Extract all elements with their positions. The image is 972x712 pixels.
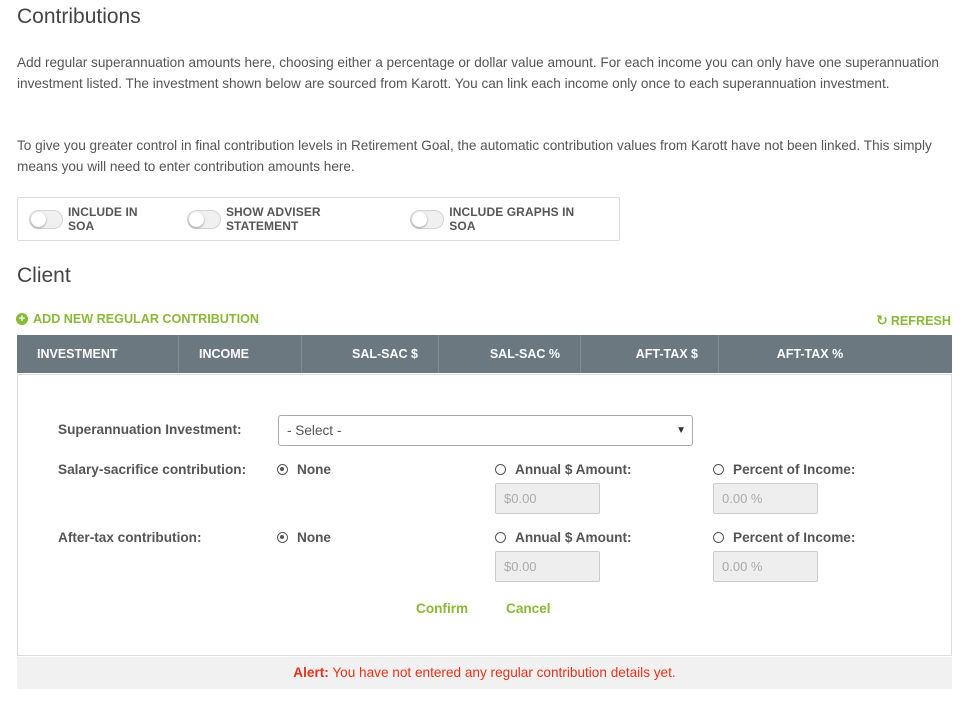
radio-selected-icon (277, 532, 288, 543)
salary-sacrifice-label: Salary-sacrifice contribution: (58, 462, 247, 477)
show-adviser-statement-toggle[interactable] (187, 205, 382, 233)
salsac-annual-amount-input[interactable]: $0.00 (495, 483, 600, 514)
refresh-icon: ↻ (876, 312, 888, 328)
cancel-button[interactable]: Cancel (506, 601, 551, 616)
alert-prefix: Alert: (293, 665, 329, 680)
add-new-regular-contribution-link[interactable] (16, 312, 259, 326)
options-toggle-bar (17, 197, 620, 241)
include-graphs-in-soa-toggle[interactable] (410, 205, 591, 233)
new-contribution-form (17, 374, 952, 656)
radio-label: None (297, 530, 331, 545)
alert-message-bar (17, 657, 952, 689)
toggle-switch[interactable] (410, 210, 444, 229)
salsac-percent-input[interactable]: 0.00 % (713, 483, 818, 514)
contributions-note-text: To give you greater control in final contribution levels in Retirement Goal, the automatic contribution values from Karott have not been linked. This simply means you will need to enter contribution amounts here. (17, 138, 932, 174)
column-header-salsac-percent: SAL-SAC % (439, 335, 581, 373)
after-tax-label: After-tax contribution: (58, 530, 202, 545)
alert-message: You have not entered any regular contribution details yet. (332, 665, 676, 680)
chevron-down-icon: ▼ (676, 425, 686, 436)
client-section-title: Client (17, 264, 71, 287)
radio-empty-icon (713, 532, 724, 543)
toggle-label: INCLUDE GRAPHS IN SOA (449, 205, 575, 233)
salsac-percent-income-radio[interactable] (713, 462, 855, 477)
contributions-title: Contributions (17, 5, 141, 28)
radio-label: None (297, 462, 331, 477)
radio-label: Percent of Income: (733, 462, 856, 477)
contributions-intro-text: Add regular superannuation amounts here, choosing either a percentage or dollar value amount. For each income you can only have one superannuation investment listed. The investment shown below are sourced from Karott. You can link each income only once to each superannuation investment. (17, 55, 939, 91)
column-header-aftertax-dollar: AFT-TAX $ (581, 335, 719, 373)
toggle-label: SHOW ADVISER STATEMENT (225, 205, 321, 233)
column-header-investment: INVESTMENT (17, 335, 179, 373)
investment-select[interactable] (278, 415, 693, 446)
salsac-annual-amount-radio[interactable] (495, 462, 632, 477)
investment-label: Superannuation Investment: (58, 422, 242, 437)
radio-empty-icon (495, 464, 506, 475)
radio-selected-icon (277, 464, 288, 475)
refresh-link[interactable] (876, 312, 951, 329)
include-in-soa-toggle[interactable] (29, 205, 159, 233)
plus-circle-icon: + (16, 313, 28, 325)
column-header-income: INCOME (179, 335, 302, 373)
aftertax-percent-input[interactable]: 0.00 % (713, 551, 818, 582)
toggle-switch[interactable] (29, 210, 63, 229)
radio-empty-icon (495, 532, 506, 543)
aftertax-annual-amount-input[interactable]: $0.00 (495, 551, 600, 582)
toggle-label: INCLUDE IN SOA (68, 205, 138, 233)
aftertax-annual-amount-radio[interactable] (495, 530, 632, 545)
aftertax-none-radio[interactable] (277, 530, 331, 545)
toggle-switch[interactable] (187, 210, 221, 229)
aftertax-percent-income-radio[interactable] (713, 530, 855, 545)
radio-label: Percent of Income: (733, 530, 856, 545)
confirm-button[interactable]: Confirm (416, 601, 469, 616)
contributions-table-header (17, 335, 952, 373)
radio-label: Annual $ Amount: (515, 462, 632, 477)
investment-select-value: - Select - (287, 423, 342, 438)
radio-label: Annual $ Amount: (515, 530, 632, 545)
salsac-none-radio[interactable] (277, 462, 331, 477)
refresh-label: REFRESH (890, 313, 951, 328)
add-contribution-label: ADD NEW REGULAR CONTRIBUTION (33, 312, 259, 326)
column-header-aftertax-percent: AFT-TAX % (776, 347, 844, 361)
radio-empty-icon (713, 464, 724, 475)
column-header-salsac-dollar: SAL-SAC $ (302, 335, 439, 373)
